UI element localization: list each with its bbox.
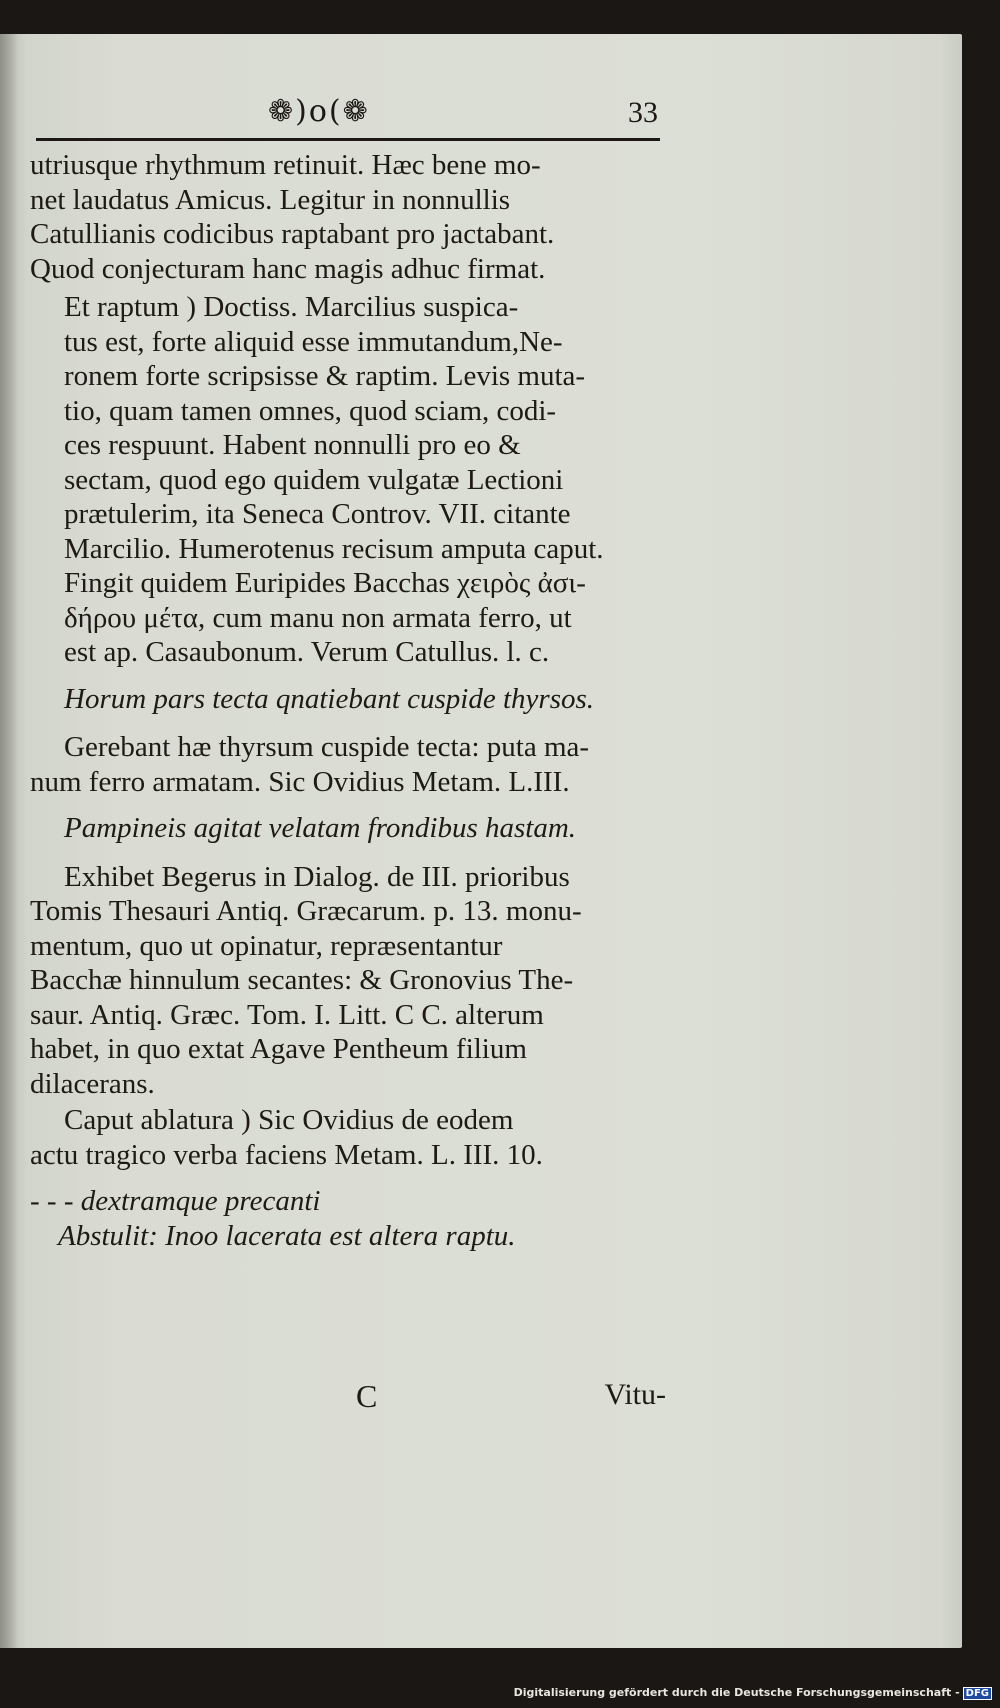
text-line: tio, quam tamen omnes, quod sciam, codi- bbox=[64, 394, 557, 427]
text-line: ces respuunt. Habent nonnulli pro eo & bbox=[64, 429, 521, 461]
text-line: saur. Antiq. Græc. Tom. I. Litt. C C. alterum bbox=[30, 998, 544, 1031]
text-line: habet, in quo extat Agave Pentheum filium bbox=[30, 1033, 527, 1065]
running-head bbox=[36, 94, 660, 134]
text-line: tus est, forte aliquid esse immutandum,Ne- bbox=[64, 325, 563, 358]
text-line: sectam, quod ego quidem vulgatæ Lectioni bbox=[64, 463, 564, 496]
header-ornament: ❁)o(❁ bbox=[268, 94, 370, 129]
paragraph-3 bbox=[30, 730, 666, 799]
body-text bbox=[30, 148, 666, 1253]
text-line: Fingit quidem Euripides Bacchas χειρὸς ἀσι- bbox=[64, 567, 586, 599]
text-line: Caput ablatura ) Sic Ovidius de eodem bbox=[64, 1104, 514, 1136]
paragraph-1 bbox=[30, 148, 666, 286]
verse-line: Abstulit: Inoo lacerata est altera raptu. bbox=[58, 1219, 516, 1252]
text-line: Tomis Thesauri Antiq. Græcarum. p. 13. monu- bbox=[30, 895, 582, 927]
digitization-credit bbox=[514, 1686, 992, 1700]
text-line: Exhibet Begerus in Dialog. de III. prioribus bbox=[64, 860, 570, 893]
text-line: prætulerim, ita Seneca Controv. VII. citante bbox=[64, 498, 571, 530]
verse-quote-3 bbox=[30, 1184, 666, 1253]
text-line: Et raptum ) Doctiss. Marcilius suspica- bbox=[64, 291, 519, 323]
verse-quote-1: Horum pars tecta qnatiebant cuspide thyrsos. bbox=[64, 682, 595, 715]
verse-line: - - - dextramque precanti bbox=[30, 1185, 321, 1217]
text-line: δήρου μέτα, cum manu non armata ferro, ut bbox=[64, 601, 572, 634]
catchword: Vitu- bbox=[604, 1378, 666, 1411]
page-number: 33 bbox=[628, 96, 658, 129]
text-line: Marcilio. Humerotenus recisum amputa caput. bbox=[64, 532, 604, 565]
credit-text: Digitalisierung gefördert durch die Deutsche Forschungsgemeinschaft - bbox=[513, 1686, 960, 1699]
text-line: Bacchæ hinnulum secantes: & Gronovius The- bbox=[30, 964, 574, 996]
text-line: ronem forte scripsisse & raptim. Levis muta- bbox=[64, 360, 586, 392]
page-footer bbox=[30, 1378, 666, 1418]
text-line: actu tragico verba faciens Metam. L. III. 10. bbox=[30, 1138, 543, 1171]
text-line: num ferro armatam. Sic Ovidius Metam. L.III. bbox=[30, 765, 570, 798]
book-page bbox=[0, 34, 962, 1648]
header-rule bbox=[36, 138, 660, 141]
text-line: net laudatus Amicus. Legitur in nonnullis bbox=[30, 183, 511, 216]
paragraph-2 bbox=[30, 290, 666, 670]
dfg-logo: DFG bbox=[963, 1687, 992, 1700]
verse-quote-2: Pampineis agitat velatam frondibus hastam. bbox=[64, 812, 577, 844]
text-line: dilacerans. bbox=[30, 1067, 155, 1100]
text-line: Quod conjecturam hanc magis adhuc firmat. bbox=[30, 252, 546, 285]
text-line: mentum, quo ut opinatur, repræsentantur bbox=[30, 929, 503, 962]
text-line: utriusque rhythmum retinuit. Hæc bene mo- bbox=[30, 149, 541, 181]
signature-mark: C bbox=[356, 1378, 378, 1414]
paragraph-4 bbox=[30, 860, 666, 1102]
text-line: Catullianis codicibus raptabant pro jactabant. bbox=[30, 218, 555, 250]
text-line: Gerebant hæ thyrsum cuspide tecta: puta ma- bbox=[64, 731, 590, 763]
paragraph-5 bbox=[30, 1103, 666, 1172]
text-line: est ap. Casaubonum. Verum Catullus. l. c. bbox=[64, 636, 550, 668]
